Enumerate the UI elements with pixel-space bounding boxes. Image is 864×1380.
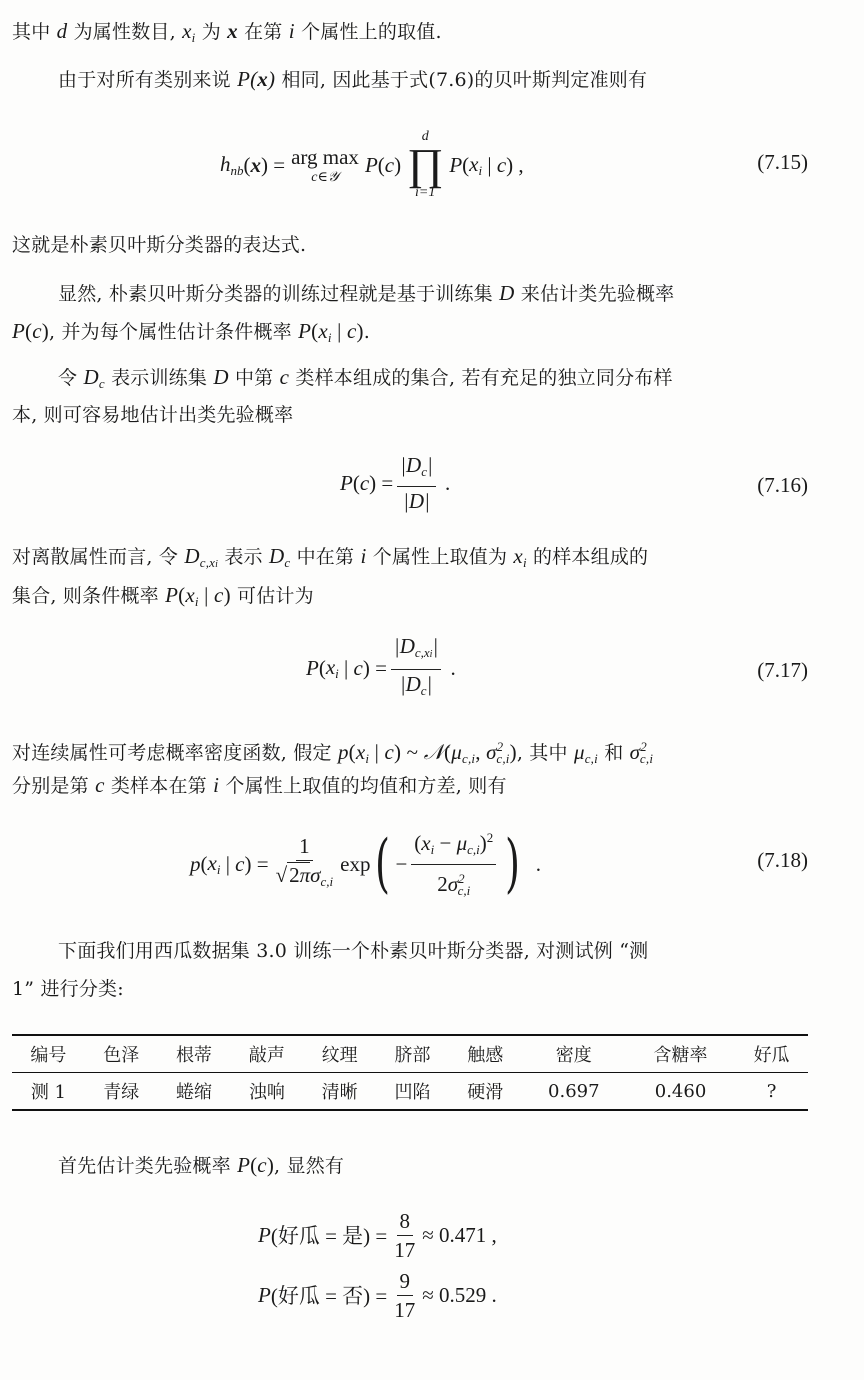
equation-prior-yes: P (好瓜 = 是) = $\frac{8}{17}$ ≈ 0.471 , [258, 1208, 497, 1262]
text: , 显然有 [274, 1155, 345, 1177]
text: . [363, 321, 370, 343]
fraction: $\frac{|D_{c,xi}|}{|D_c|}$ [391, 634, 441, 703]
text: 类样本组成的集合, 若有充足的独立同分布样 [295, 367, 673, 389]
equation-number-7-15: (7.15) [757, 150, 808, 174]
equation-number-7-16: (7.16) [757, 473, 808, 497]
equation-7-16: P ( c ) = $\frac{|D_c|}{|D|}$ . [340, 453, 451, 513]
fraction: $\frac{(x_i - \mu_{c,i})^2}{2\sigma^2_{c,i}}$ [411, 826, 496, 903]
numerator: 9 [397, 1269, 414, 1296]
argmax-subscript: c∈𝒴 [311, 169, 339, 185]
paragraph-discrete-line2: 集合, 则条件概率 $P(x_i$ | c) 可估计为 [12, 583, 314, 609]
text: 类样本在第 [110, 775, 207, 797]
text: 表示 [224, 546, 263, 568]
text: 对离散属性而言, 令 [12, 546, 179, 568]
text: 个属性上取值的均值和方差, 则有 [225, 775, 507, 797]
text: 对连续属性可考虑概率密度函数, 假定 [12, 742, 332, 764]
paragraph-watermelon-line1 [58, 938, 648, 964]
math-x-bold: x [227, 19, 238, 43]
paragraph-continuous-line1: 对连续属性可考虑概率密度函数, 假定 $p(x_i$ | c) ~ $𝒩(\mu_{c,i}$, $\sigma^2_{c,i}$), 其中 $\mu_{c,i}$ 和 $\sigma^2_{c,i}$ [12, 739, 654, 766]
equation-7-17: P ( $x_i$ | c ) = $\frac{|D_{c,xi}|}{|D_c|}$ . [306, 636, 456, 700]
equation-prior-no: P (好瓜 = 否) = $\frac{9}{17}$ ≈ 0.529 . [258, 1268, 497, 1322]
prior-no-label: (好瓜 = 否) = [270, 1284, 388, 1308]
text: , 并为每个属性估计条件概率 [48, 321, 292, 343]
equation-number-7-17: (7.17) [757, 658, 808, 682]
text: , 其中 [516, 742, 568, 764]
left-paren: ( [375, 827, 391, 901]
product-upper: d [421, 129, 429, 144]
paragraph-training-line2: P(c), 并为每个属性估计条件概率 $P(x_i$ | c). [12, 319, 370, 345]
cell: ? [766, 1080, 777, 1102]
header-navel: 脐部 [394, 1045, 431, 1066]
header-texture: 纹理 [321, 1045, 358, 1066]
table-row [12, 1073, 808, 1111]
text: 为属性数目, [73, 21, 176, 43]
math-Px: P(x) [237, 67, 276, 91]
denominator: |D| [403, 489, 430, 513]
cell: 0.697 [548, 1080, 600, 1102]
equation-7-18: p ( $x_i$ | c ) = $\frac{1}{√2\pi\sigma_{c,i}}$ exp ( − $\frac{(x_i - \mu_{c,i})^2}{2\sigma^2_{c,i}}$ ) . [190, 827, 541, 901]
denominator: 17 [394, 1237, 416, 1262]
cell: 凹陷 [394, 1082, 431, 1103]
denominator: 17 [394, 1297, 416, 1322]
text: 下面我们用西瓜数据集 3.0 训练一个朴素贝叶斯分类器, 对测试例 “测 [58, 940, 649, 962]
text: 集合, 则条件概率 [12, 585, 159, 607]
cell: 蜷缩 [176, 1082, 213, 1103]
paragraph-dc-line2 [12, 402, 293, 428]
text: 本, 则可容易地估计出类先验概率 [12, 404, 294, 426]
text: 来估计类先验概率 [520, 283, 675, 305]
cell: 青绿 [103, 1082, 140, 1103]
product-operator: d ∏ i=1 [407, 129, 444, 200]
argmax-operator [291, 145, 359, 186]
prior-yes-value: ≈ 0.471 , [422, 1222, 497, 1247]
cell: 浊响 [248, 1082, 285, 1103]
equation-number-7-18: (7.18) [757, 848, 808, 872]
prior-no-value: ≈ 0.529 . [422, 1282, 497, 1307]
text: 的样本组成的 [533, 546, 649, 568]
text: 相同, 因此基于式(7.6)的贝叶斯判定准则有 [281, 69, 648, 91]
numerator: 1 [296, 834, 313, 861]
header-touch: 触感 [467, 1045, 504, 1066]
prior-yes-label: (好瓜 = 是) = [270, 1224, 388, 1248]
paragraph-attribute-definition [12, 18, 442, 51]
equation-7-15: $h_{nb}$ (x) = arg max c∈𝒴 P ( c ) d ∏ i=1 P ( $x_i$ | c ) , [220, 129, 524, 200]
text: 其中 [12, 21, 51, 43]
text: 可估计为 [237, 585, 314, 607]
text: 和 [604, 742, 624, 764]
test-sample-table [12, 1034, 808, 1111]
cell: 清晰 [321, 1082, 358, 1103]
text: 个属性上取值为 [372, 546, 508, 568]
right-paren: ) [505, 827, 521, 901]
math-d: d [56, 19, 68, 43]
cell: 测 1 [30, 1082, 66, 1103]
exp-label: exp [340, 851, 371, 876]
text: 令 [58, 367, 78, 389]
math-hnb: $h_{nb}$ [220, 151, 244, 178]
numerator: 8 [397, 1209, 414, 1236]
paragraph-dc-line1: 令 $D_c$ 表示训练集 D 中第 c 类样本组成的集合, 若有充足的独立同分布样 [58, 365, 673, 391]
paragraph-training-line1: 显然, 朴素贝叶斯分类器的训练过程就是基于训练集 D 来估计类先验概率 [58, 281, 675, 305]
fraction [391, 1209, 418, 1262]
paragraph-watermelon-line2 [12, 976, 124, 1002]
fraction: $\frac{1}{√2\pi\sigma_{c,i}}$ [275, 834, 334, 889]
header-sugar: 含糖率 [653, 1045, 708, 1066]
paragraph-continuous-line2: 分别是第 c 类样本在第 i 个属性上取值的均值和方差, 则有 [12, 773, 507, 797]
table-header-row [12, 1035, 808, 1073]
header-id: 编号 [30, 1045, 67, 1066]
paragraph-discrete-line1: 对离散属性而言, 令 $D_{c,xi}$ 表示 $D_c$ 中在第 i 个属性上取值为 $x_i$ 的样本组成的 [12, 544, 649, 570]
text: 中在第 [296, 546, 355, 568]
text: 中第 [234, 367, 274, 389]
text: 为 [201, 21, 221, 43]
text: 在第 [244, 21, 283, 43]
paragraph-prior-estimate: 首先估计类先验概率 P(c), 显然有 [58, 1153, 345, 1177]
header-good-melon: 好瓜 [753, 1045, 790, 1066]
cell: 硬滑 [467, 1082, 504, 1103]
fraction: $\frac{|D_c|}{|D|}$ [397, 453, 436, 513]
text: 这就是朴素贝叶斯分类器的表达式. [12, 234, 307, 256]
paragraph-bayes-rule-intro [58, 66, 647, 93]
product-lower: i=1 [415, 185, 436, 200]
paragraph-expression [12, 232, 306, 258]
text: 由于对所有类别来说 [58, 69, 231, 91]
header-density: 密度 [555, 1045, 592, 1066]
text: 1” 进行分类: [12, 978, 124, 1000]
text: 表示训练集 [111, 367, 208, 389]
math-i: i [288, 19, 295, 43]
header-color: 色泽 [103, 1045, 140, 1066]
header-sound: 敲声 [248, 1045, 285, 1066]
header-root: 根蒂 [176, 1045, 213, 1066]
fraction [391, 1269, 418, 1322]
argmax-label: arg max [291, 144, 359, 169]
cell: 0.460 [654, 1080, 707, 1102]
text: 首先估计类先验概率 [58, 1155, 231, 1177]
math-xi: $x_i$ [182, 19, 196, 45]
text: 显然, 朴素贝叶斯分类器的训练过程就是基于训练集 [58, 283, 493, 305]
text: 分别是第 [12, 775, 89, 797]
text: 个属性上的取值. [301, 21, 442, 43]
